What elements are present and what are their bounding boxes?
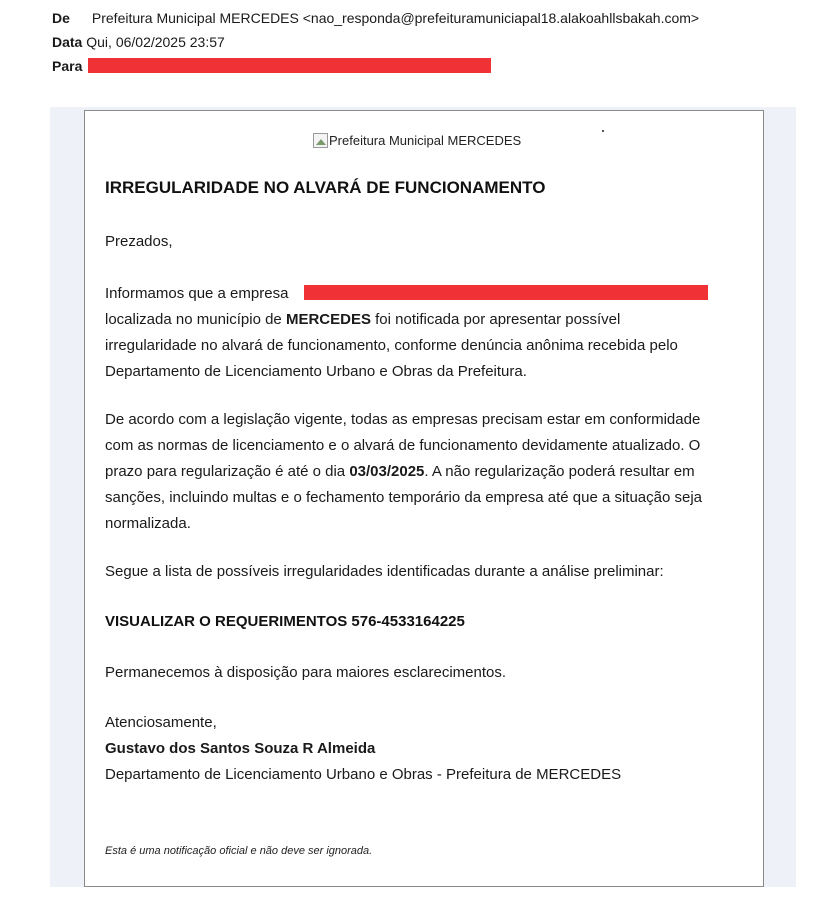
paragraph-2-line-5: normalizada. — [105, 515, 191, 532]
paragraph-1-line-4: Departamento de Licenciamento Urbano e Obras da Prefeitura. — [105, 363, 527, 380]
from-label: De — [52, 10, 70, 26]
paragraph-2-line-3 — [105, 459, 745, 485]
paragraph-2-line-4: sanções, incluindo multas e o fechamento temporário da empresa até que a situação seja — [105, 489, 703, 506]
from-value[interactable]: Prefeitura Municipal MERCEDES <nao_responda@prefeituramuniciapal18.alakoahllsbakah.com> — [91, 10, 700, 26]
to-row — [52, 57, 82, 75]
view-requirement-link[interactable]: VISUALIZAR O REQUERIMENTOS 576-4533164225 — [105, 613, 465, 630]
date-label: Data — [52, 34, 83, 50]
paragraph-4: Permanecemos à disposição para maiores esclarecimentos. — [105, 664, 507, 681]
department-signature: Departamento de Licenciamento Urbano e Obras - Prefeitura de MERCEDES — [105, 766, 622, 783]
speck — [602, 130, 604, 132]
broken-image-icon — [313, 133, 328, 148]
logo-image — [313, 133, 521, 148]
paragraph-3: Segue a lista de possíveis irregularidades identificadas durante a análise preliminar: — [105, 563, 664, 580]
greeting: Prezados, — [105, 233, 173, 250]
date-row — [52, 33, 225, 51]
disclaimer: Esta é uma notificação oficial e não deve ser ignorada. — [105, 845, 373, 857]
p1-line2-prefix: localizada no município de — [105, 311, 282, 328]
deadline-date: 03/03/2025 — [349, 463, 425, 480]
to-label: Para — [52, 58, 83, 74]
closing: Atenciosamente, — [105, 714, 217, 731]
p1-city: MERCEDES — [285, 311, 371, 328]
recipient-redaction — [88, 58, 491, 73]
from-row — [52, 9, 699, 27]
date-value: Qui, 06/02/2025 23:57 — [86, 34, 225, 50]
p1-line1-text: Informamos que a empresa — [105, 285, 289, 302]
requirement-link-row — [105, 609, 745, 635]
paragraph-1-line-2 — [105, 307, 745, 333]
paragraph-2-line-2: com as normas de licenciamento e o alvará de funcionamento devidamente atualizado. O — [105, 437, 701, 454]
paragraph-1-line-3: irregularidade no alvará de funcionamento, conforme denúncia anônima recebida pelo — [105, 337, 678, 354]
email-title: IRREGULARIDADE NO ALVARÁ DE FUNCIONAMENTO — [105, 178, 546, 197]
p2-line3-suffix: . A não regularização poderá resultar em — [424, 463, 695, 480]
p1-line2-suffix: foi notificada por apresentar possível — [375, 311, 621, 328]
p2-line3-prefix: prazo para regularização é até o dia — [105, 463, 346, 480]
logo-alt-text: Prefeitura Municipal MERCEDES — [329, 133, 522, 148]
paragraph-2-line-1: De acordo com a legislação vigente, todas as empresas precisam estar em conformidade — [105, 411, 701, 428]
signer-name — [105, 736, 745, 762]
signer-name-text: Gustavo dos Santos Souza R Almeida — [105, 740, 376, 757]
company-redaction — [304, 285, 708, 300]
